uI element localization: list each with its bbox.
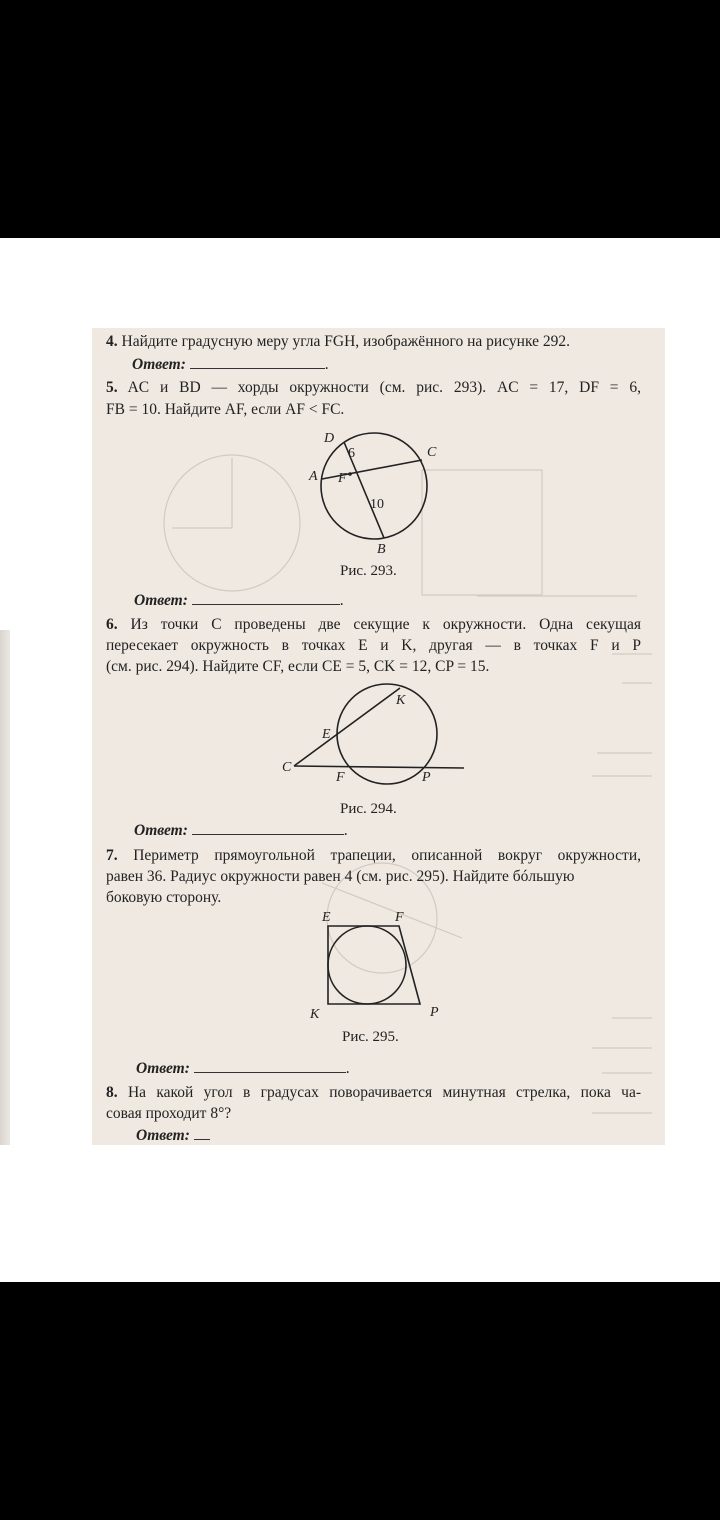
answer-label: Ответ: [136,1060,190,1077]
problem-5-line-2: FB = 10. Найдите AF, если AF < FC. [106,401,345,418]
answer-label: Ответ: [134,592,188,609]
answer-blank[interactable] [190,354,325,369]
figure-295 [302,908,447,1022]
fig293-label-b: B [377,542,386,557]
fig294-label-f: F [336,770,345,785]
problem-6-line-3: (см. рис. 294). Найдите CF, если CE = 5, CK = 12, CP = 15. [106,658,490,675]
problem-7-answer: Ответ: . [136,1060,350,1077]
figure-293 [302,424,442,559]
fig294-label-c: C [282,760,292,775]
answer-label: Ответ: [134,822,188,839]
answer-blank[interactable] [194,1125,210,1140]
problem-8-number: 8. [106,1084,118,1101]
figure-294 [282,678,482,803]
figure-295-caption: Рис. 295. [342,1029,399,1045]
problem-4-line-1: Найдите градусную меру угла FGH, изображённого на рисунке 292. [121,333,570,350]
problem-8-line-1-wrap [106,1083,641,1102]
answer-label: Ответ: [132,356,186,373]
page-edge-strip [0,630,10,1145]
fig294-label-p: P [422,770,431,785]
problem-6-answer: Ответ: . [134,822,348,839]
fig293-label-a: A [309,469,318,484]
problem-7-number: 7. [106,847,118,864]
answer-label: Ответ: [136,1127,190,1144]
problem-6-line-2: пересекает окружность в точках E и K, другая — в точках F и P [106,637,641,654]
bottom-black-bar [0,1282,720,1520]
problem-6-line-1-wrap [106,615,641,634]
problem-7-line-2: равен 36. Радиус окружности равен 4 (см. рис. 295). Найдите бóльшую [106,868,575,885]
problem-5-line-1: AC и BD — хорды окружности (см. рис. 293). AC = 17, DF = 6, [127,379,641,396]
fig295-label-k: K [310,1007,320,1022]
problem-4-number: 4. [106,333,118,350]
problem-8-answer [136,1125,665,1145]
answer-blank[interactable] [194,1058,346,1073]
problem-6-line-1: Из точки C проведены две секущие к окружности. Одна секущая [130,616,641,633]
fig295-label-p: P [430,1005,439,1020]
problem-8-line-2: совая проходит 8°? [106,1105,232,1122]
problem-8-line-1: На какой угол в градусах поворачивается минутная стрелка, пока ча- [127,1084,641,1101]
fig293-label-fb: 10 [370,497,384,512]
problem-6-number: 6. [106,616,118,633]
problem-5-number: 5. [106,379,118,396]
fig293-label-df: 6 [348,446,355,461]
problem-7-line-3: боковую сторону. [106,889,222,906]
fig295-label-e: E [322,910,331,925]
problem-7-line-1: Периметр прямоугольной трапеции, описанной вокруг окружности, [133,847,641,864]
problem-4-answer: Ответ: . [132,356,329,373]
fig293-label-d: D [324,431,335,446]
answer-blank[interactable] [192,590,340,605]
fig293-label-f: F [338,471,347,486]
fig295-label-f: F [395,910,404,925]
problem-7-line-1-wrap [106,846,641,865]
fig294-label-e: E [322,727,331,742]
problem-5-line-1-wrap [106,378,641,397]
answer-blank[interactable] [192,820,344,835]
fig294-label-k: K [396,693,406,708]
top-black-bar [0,0,720,238]
figure-293-caption: Рис. 293. [340,563,397,579]
problem-4-text [106,332,641,351]
figure-294-caption: Рис. 294. [340,801,397,817]
problem-5-answer: Ответ: . [134,592,344,609]
fig293-label-c: C [427,445,437,460]
worksheet-page [92,328,665,1145]
